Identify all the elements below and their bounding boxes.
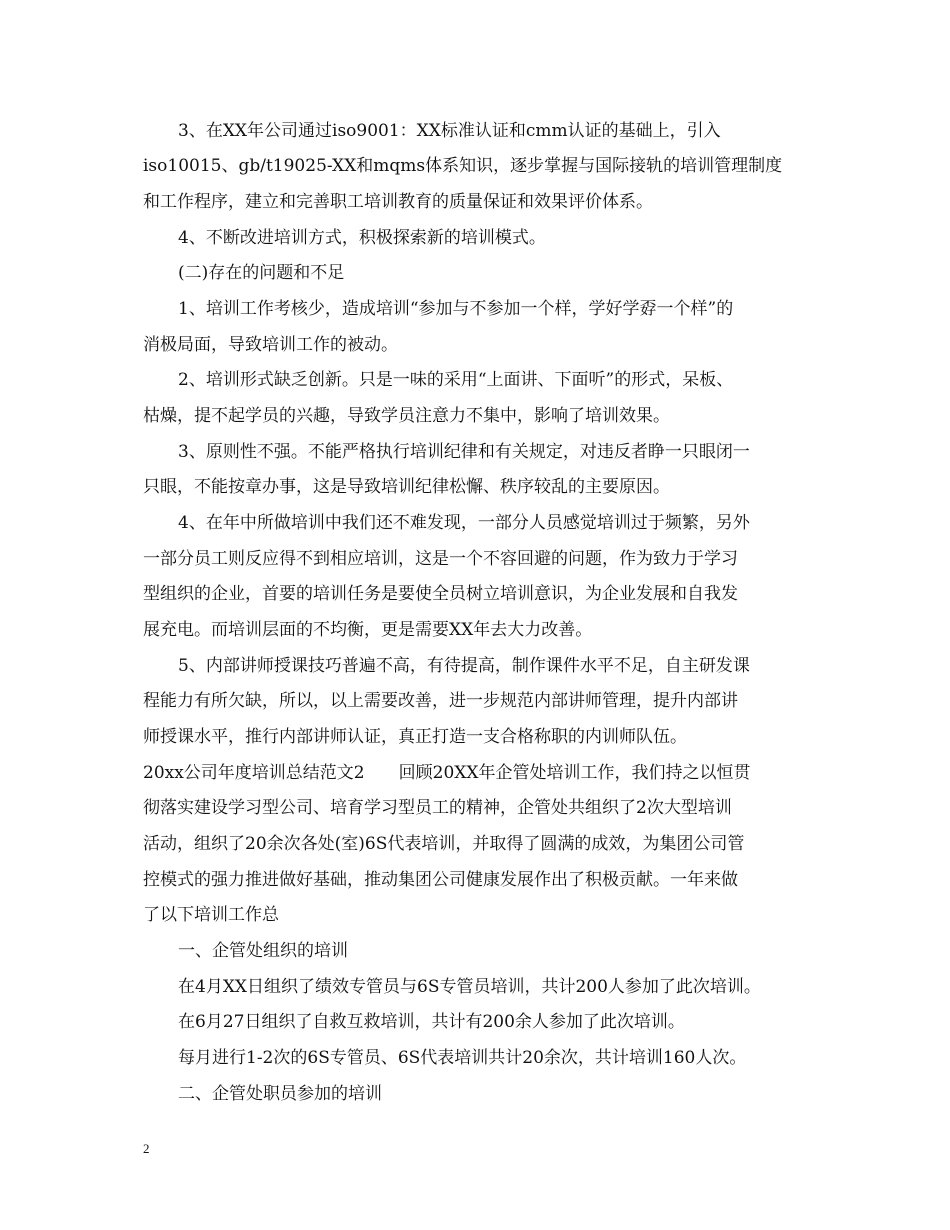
text-line: 20xx公司年度培训总结范文2 回顾20XX年企管处培训工作，我们持之以恒贯 — [143, 763, 751, 783]
text-line: 3、原则性不强。不能严格执行培训纪律和有关规定，对违反者睁一只眼闭一 — [178, 442, 750, 462]
text-line: 4、不断改进培训方式，积极探索新的培训模式。 — [178, 228, 546, 248]
text-line: 每月进行1-2次的6S专管员、6S代表培训共计20余次，共计培训160人次。 — [178, 1048, 747, 1068]
text-line: 1、培训工作考核少，造成培训“参加与不参加一个样，学好学孬一个样”的 — [178, 299, 734, 319]
section-heading: 二、企管处职员参加的培训 — [178, 1084, 382, 1104]
text-line: 活动，组织了20余次各处(室)6S代表培训，并取得了圆满的成效，为集团公司管 — [143, 834, 745, 854]
text-line: 程能力有所欠缺，所以，以上需要改善，进一步规范内部讲师管理，提升内部讲 — [143, 691, 738, 711]
text-line: 在4月XX日组织了绩效专管员与6S专管员培训，共计200人参加了此次培训。 — [178, 977, 761, 997]
text-line: 展充电。而培训层面的不均衡，更是需要XX年去大力改善。 — [143, 620, 593, 640]
text-line: 2、培训形式缺乏创新。只是一味的采用“上面讲、下面听”的形式，呆板、 — [178, 370, 734, 390]
section-heading: (二)存在的问题和不足 — [178, 263, 345, 283]
text-line: 消极局面，导致培训工作的被动。 — [143, 335, 398, 355]
text-line: 和工作程序，建立和完善职工培训教育的质量保证和效果评价体系。 — [143, 192, 653, 212]
page-number: 2 — [143, 1141, 150, 1156]
text-line: 了以下培训工作总 — [143, 905, 279, 925]
text-line: 只眼，不能按章办事，这是导致培训纪律松懈、秩序较乱的主要原因。 — [143, 477, 670, 497]
text-line: 师授课水平，推行内部讲师认证，真正打造一支合格称职的内训师队伍。 — [143, 727, 687, 747]
text-line: 一部分员工则反应得不到相应培训，这是一个不容回避的问题，作为致力于学习 — [143, 549, 738, 569]
text-line: 4、在年中所做培训中我们还不难发现，一部分人员感觉培训过于频繁，另外 — [178, 513, 750, 533]
text-line: 枯燥，提不起学员的兴趣，导致学员注意力不集中，影响了培训效果。 — [143, 406, 670, 426]
text-line: 彻落实建设学习型公司、培育学习型员工的精神，企管处共组织了2次大型培训 — [143, 798, 732, 818]
text-line: 控模式的强力推进做好基础，推动集团公司健康发展作出了积极贡献。一年来做 — [143, 870, 738, 890]
text-line: iso10015、gb/t19025-XX和mqms体系知识，逐步掌握与国际接轨的培训管理制度 — [143, 156, 783, 176]
text-line: 型组织的企业，首要的培训任务是要使全员树立培训意识，为企业发展和自我发 — [143, 584, 738, 604]
section-heading: 一、企管处组织的培训 — [178, 941, 348, 961]
text-line: 3、在XX年公司通过iso9001：XX标准认证和cmm认证的基础上，引入 — [178, 121, 721, 141]
text-line: 在6月27日组织了自救互救培训，共计有200余人参加了此次培训。 — [178, 1012, 685, 1032]
text-line: 5、内部讲师授课技巧普遍不高，有待提高，制作课件水平不足，自主研发课 — [178, 656, 750, 676]
